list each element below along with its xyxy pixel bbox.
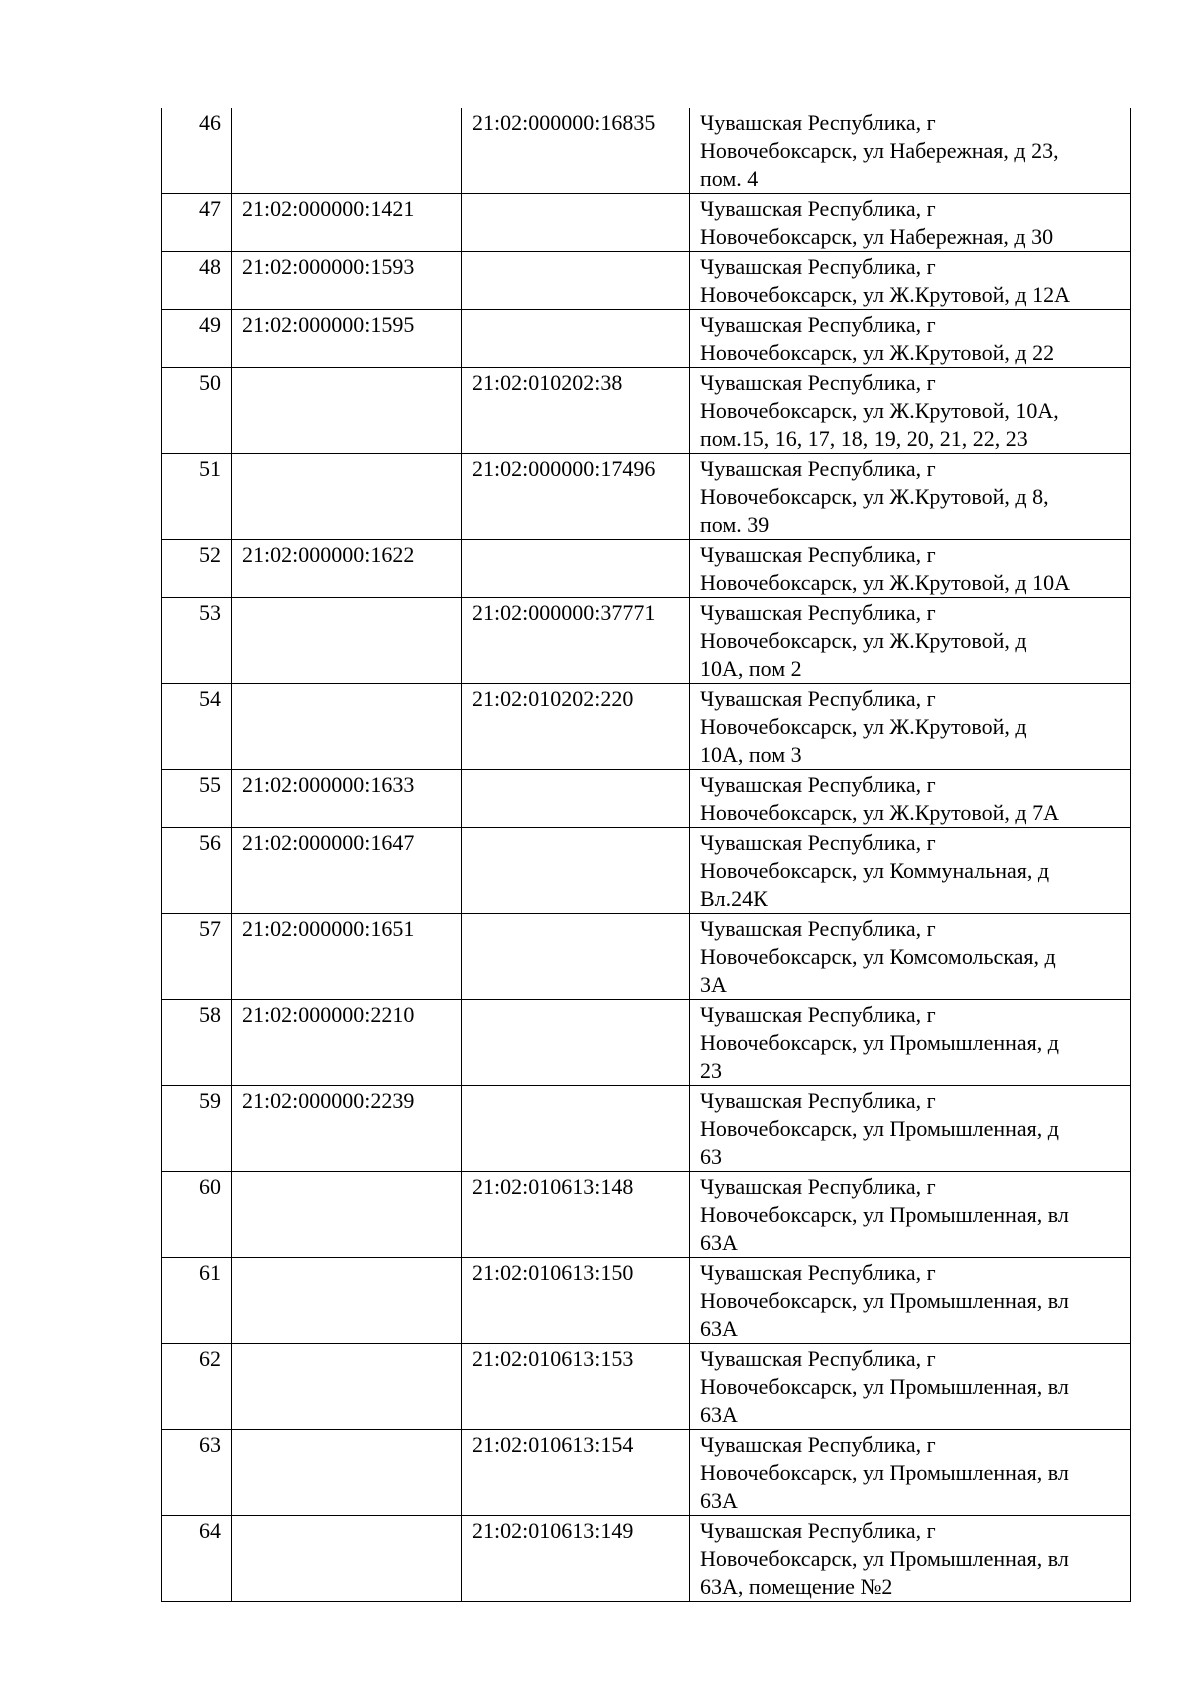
row-number-cell: 56 [162,828,232,914]
row-number-cell: 53 [162,598,232,684]
address-cell [690,1430,1131,1516]
address-cell [690,252,1131,310]
premises-cadastral-number-cell [462,194,690,252]
address-cell [690,1258,1131,1344]
address-line: Чувашская Республика, г [700,1088,936,1113]
table-row [162,368,1131,454]
building-cadastral-number-cell: 21:02:000000:2210 [232,1000,462,1086]
address-cell [690,194,1131,252]
address-line: Новочебоксарск, ул Набережная, д 30 [700,224,1054,249]
address-line: Новочебоксарск, ул Промышленная, вл [700,1546,1069,1571]
address-line: Чувашская Республика, г [700,196,936,221]
address-line: 10А, пом 2 [700,656,802,681]
row-number-cell: 52 [162,540,232,598]
address-line: Чувашская Республика, г [700,542,936,567]
building-cadastral-number-cell [232,1344,462,1430]
row-number-cell: 55 [162,770,232,828]
address-cell [690,540,1131,598]
row-number-cell: 54 [162,684,232,770]
address-line: пом. 39 [700,512,770,537]
table-row [162,914,1131,1000]
address-line: 63А [700,1488,738,1513]
table-row [162,598,1131,684]
building-cadastral-number-cell [232,1258,462,1344]
address-line: Чувашская Республика, г [700,600,936,625]
address-line: пом. 4 [700,166,759,191]
building-cadastral-number-cell: 21:02:000000:1595 [232,310,462,368]
premises-cadastral-number-cell: 21:02:010613:153 [462,1344,690,1430]
table-row [162,252,1131,310]
table-row [162,828,1131,914]
address-line: Чувашская Республика, г [700,830,936,855]
premises-cadastral-number-cell [462,252,690,310]
premises-cadastral-number-cell [462,1086,690,1172]
premises-cadastral-number-cell [462,770,690,828]
table-row [162,684,1131,770]
building-cadastral-number-cell [232,454,462,540]
table-row [162,1258,1131,1344]
row-number-cell: 50 [162,368,232,454]
premises-cadastral-number-cell: 21:02:010613:154 [462,1430,690,1516]
address-line: 3А [700,972,727,997]
row-number-cell: 58 [162,1000,232,1086]
address-cell [690,1086,1131,1172]
building-cadastral-number-cell [232,368,462,454]
row-number-cell: 49 [162,310,232,368]
table-row [162,770,1131,828]
premises-cadastral-number-cell [462,1000,690,1086]
row-number-cell: 57 [162,914,232,1000]
address-line: 63 [700,1144,722,1169]
premises-cadastral-number-cell: 21:02:000000:17496 [462,454,690,540]
premises-cadastral-number-cell: 21:02:010202:38 [462,368,690,454]
premises-cadastral-number-cell: 21:02:000000:37771 [462,598,690,684]
address-line: Чувашская Республика, г [700,370,936,395]
premises-cadastral-number-cell [462,828,690,914]
address-line: Чувашская Республика, г [700,1260,936,1285]
premises-cadastral-number-cell: 21:02:000000:16835 [462,108,690,194]
premises-cadastral-number-cell: 21:02:010613:148 [462,1172,690,1258]
address-line: Новочебоксарск, ул Ж.Крутовой, 10А, [700,398,1059,423]
address-line: 63А [700,1230,738,1255]
row-number-cell: 51 [162,454,232,540]
table-row [162,1516,1131,1602]
table-row [162,1344,1131,1430]
table-row [162,310,1131,368]
table-body [162,108,1131,1602]
address-line: Чувашская Республика, г [700,456,936,481]
address-line: Новочебоксарск, ул Ж.Крутовой, д 10А [700,570,1070,595]
row-number-cell: 64 [162,1516,232,1602]
building-cadastral-number-cell [232,1172,462,1258]
table-row [162,108,1131,194]
address-cell [690,684,1131,770]
address-line: 63А [700,1316,738,1341]
address-line: 10А, пом 3 [700,742,802,767]
address-line: Чувашская Республика, г [700,312,936,337]
address-line: Чувашская Республика, г [700,1174,936,1199]
table-row [162,1430,1131,1516]
address-line: Чувашская Республика, г [700,1002,936,1027]
premises-cadastral-number-cell: 21:02:010613:150 [462,1258,690,1344]
row-number-cell: 59 [162,1086,232,1172]
row-number-cell: 48 [162,252,232,310]
building-cadastral-number-cell: 21:02:000000:1633 [232,770,462,828]
address-line: Новочебоксарск, ул Ж.Крутовой, д 7А [700,800,1059,825]
address-line: Новочебоксарск, ул Ж.Крутовой, д 12А [700,282,1070,307]
property-table [161,108,1131,1602]
address-cell [690,770,1131,828]
address-line: Новочебоксарск, ул Промышленная, вл [700,1460,1069,1485]
address-cell [690,828,1131,914]
address-line: Новочебоксарск, ул Промышленная, вл [700,1374,1069,1399]
address-cell [690,914,1131,1000]
premises-cadastral-number-cell [462,914,690,1000]
address-cell [690,368,1131,454]
address-line: Новочебоксарск, ул Ж.Крутовой, д 8, [700,484,1049,509]
address-cell [690,1172,1131,1258]
address-cell [690,310,1131,368]
address-line: Новочебоксарск, ул Промышленная, вл [700,1288,1069,1313]
address-line: Чувашская Республика, г [700,686,936,711]
address-line: Новочебоксарск, ул Ж.Крутовой, д [700,714,1027,739]
address-cell [690,454,1131,540]
address-line: Вл.24К [700,886,768,911]
table-row [162,454,1131,540]
building-cadastral-number-cell: 21:02:000000:1651 [232,914,462,1000]
address-line: Новочебоксарск, ул Комсомольская, д [700,944,1056,969]
row-number-cell: 60 [162,1172,232,1258]
address-line: 23 [700,1058,722,1083]
table-row [162,1172,1131,1258]
address-cell [690,1516,1131,1602]
address-line: Чувашская Республика, г [700,916,936,941]
building-cadastral-number-cell [232,684,462,770]
building-cadastral-number-cell: 21:02:000000:1647 [232,828,462,914]
premises-cadastral-number-cell: 21:02:010202:220 [462,684,690,770]
row-number-cell: 61 [162,1258,232,1344]
address-line: Чувашская Республика, г [700,1346,936,1371]
address-line: Новочебоксарск, ул Промышленная, д [700,1030,1059,1055]
address-line: Новочебоксарск, ул Промышленная, д [700,1116,1059,1141]
address-line: Новочебоксарск, ул Промышленная, вл [700,1202,1069,1227]
address-cell [690,1344,1131,1430]
address-line: пом.15, 16, 17, 18, 19, 20, 21, 22, 23 [700,426,1028,451]
address-line: Новочебоксарск, ул Ж.Крутовой, д 22 [700,340,1055,365]
address-line: Чувашская Республика, г [700,254,936,279]
row-number-cell: 46 [162,108,232,194]
address-line: Чувашская Республика, г [700,110,936,135]
building-cadastral-number-cell: 21:02:000000:1421 [232,194,462,252]
table-row [162,540,1131,598]
row-number-cell: 62 [162,1344,232,1430]
row-number-cell: 63 [162,1430,232,1516]
row-number-cell: 47 [162,194,232,252]
address-cell [690,108,1131,194]
address-line: Чувашская Республика, г [700,1432,936,1457]
address-line: Новочебоксарск, ул Набережная, д 23, [700,138,1059,163]
address-line: 63А, помещение №2 [700,1574,893,1599]
table-row [162,1000,1131,1086]
building-cadastral-number-cell [232,598,462,684]
address-cell [690,598,1131,684]
address-cell [690,1000,1131,1086]
address-line: Новочебоксарск, ул Коммунальная, д [700,858,1050,883]
table-row [162,1086,1131,1172]
building-cadastral-number-cell: 21:02:000000:2239 [232,1086,462,1172]
building-cadastral-number-cell [232,108,462,194]
premises-cadastral-number-cell [462,310,690,368]
building-cadastral-number-cell [232,1430,462,1516]
building-cadastral-number-cell [232,1516,462,1602]
building-cadastral-number-cell: 21:02:000000:1593 [232,252,462,310]
address-line: Новочебоксарск, ул Ж.Крутовой, д [700,628,1027,653]
address-line: 63А [700,1402,738,1427]
building-cadastral-number-cell: 21:02:000000:1622 [232,540,462,598]
address-line: Чувашская Республика, г [700,1518,936,1543]
premises-cadastral-number-cell: 21:02:010613:149 [462,1516,690,1602]
premises-cadastral-number-cell [462,540,690,598]
table-row [162,194,1131,252]
address-line: Чувашская Республика, г [700,772,936,797]
